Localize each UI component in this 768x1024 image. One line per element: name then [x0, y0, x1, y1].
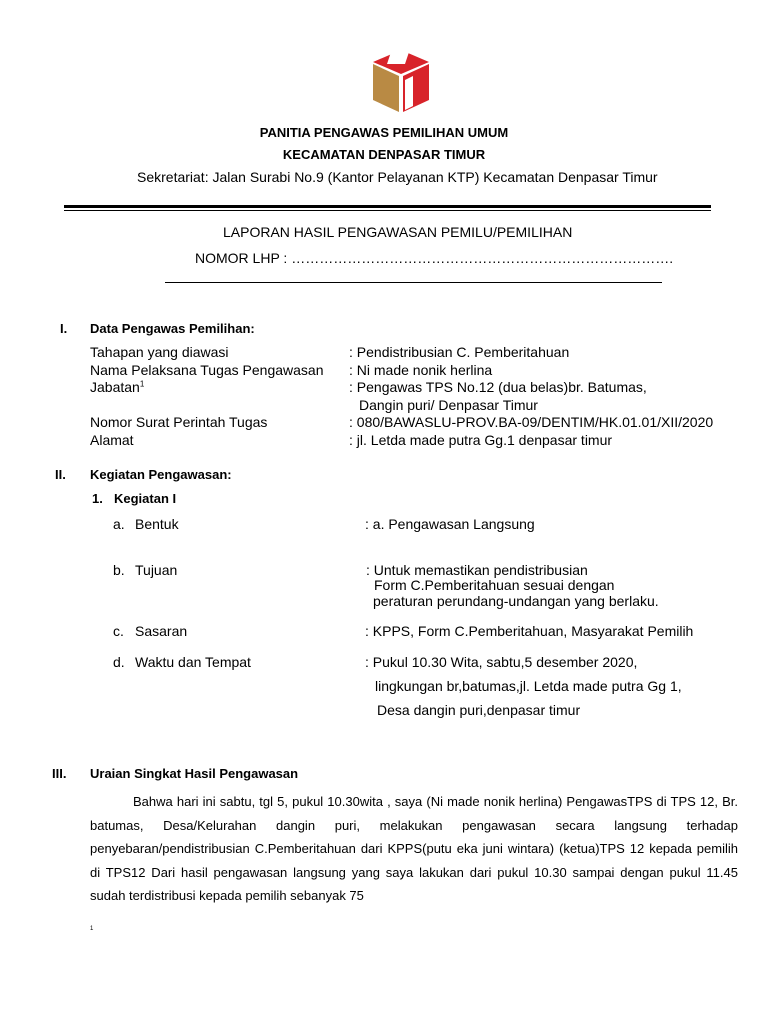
org-name-line2: KECAMATAN DENPASAR TIMUR	[282, 147, 486, 162]
nama-value: : Ni made nonik herlina	[349, 362, 493, 378]
item-a-value: : a. Pengawasan Langsung	[365, 516, 535, 532]
tahapan-value: : Pendistribusian C. Pemberitahuan	[349, 344, 570, 360]
kegiatan-title: Kegiatan I	[114, 491, 177, 506]
org-name-line1: PANITIA PENGAWAS PEMILIHAN UMUM	[259, 125, 509, 140]
jabatan-label	[90, 379, 144, 395]
surat-value: : 080/BAWASLU-PROV.BA-09/DENTIM/HK.01.01/XII/2020	[349, 414, 714, 430]
item-a-letter: a.	[113, 516, 125, 532]
section3-number: III.	[52, 766, 67, 781]
item-d-label: Waktu dan Tempat	[135, 654, 251, 670]
summary-paragraph: Bahwa hari ini sabtu, tgl 5, pukul 10.30wita , saya (Ni made nonik herlina) PengawasTPS di TPS 12, Br. batumas, Desa/Kelurahan dangin puri, melakukan pengawasan secara langsung terhadap penyebaran/pendistribusian C.Pemberitahuan dari KPPS(putu eka juni wintara) (ketua)TPS 12 kepada pemilih di TPS12 Dari hasil pengawasan langsung yang saya lakukan dari pukul 10.30 sampai dengan pukul 11.45 sudah terdistribusi kepada pemilih sebanyak 75	[90, 794, 738, 903]
jabatan-value-line1: : Pengawas TPS No.12 (dua belas)br. Batumas,	[349, 379, 647, 395]
item-b-letter: b.	[113, 562, 125, 578]
jabatan-value-line2: Dangin puri/ Denpasar Timur	[359, 397, 538, 413]
item-c-value: : KPPS, Form C.Pemberitahuan, Masyarakat Pemilih	[365, 623, 694, 639]
logo-right-notch	[405, 76, 413, 110]
section1-number: I.	[60, 321, 68, 336]
jabatan-label-text: Jabatan	[90, 379, 140, 395]
footnote-ref: 1	[139, 379, 145, 389]
alamat-value: : jl. Letda made putra Gg.1 denpasar timur	[349, 432, 613, 448]
section2-number: II.	[55, 467, 66, 482]
tahapan-label: Tahapan yang diawasi	[90, 344, 229, 360]
nama-label: Nama Pelaksana Tugas Pengawasan	[90, 362, 324, 378]
section2-heading: Kegiatan Pengawasan:	[90, 467, 232, 482]
surat-label: Nomor Surat Perintah Tugas	[90, 414, 268, 430]
item-c-letter: c.	[113, 623, 124, 639]
kegiatan-number: 1.	[92, 491, 103, 506]
header-divider-thin	[64, 210, 711, 211]
item-b-value-line2: Form C.Pemberitahuan sesuai dengan	[374, 577, 615, 593]
item-c-label: Sasaran	[135, 623, 188, 639]
section1-heading: Data Pengawas Pemilihan:	[90, 321, 255, 336]
report-title: LAPORAN HASIL PENGAWASAN PEMILU/PEMILIHAN	[223, 224, 573, 240]
secretariat-address: Sekretariat: Jalan Surabi No.9 (Kantor Pelayanan KTP) Kecamatan Denpasar Timur	[137, 169, 658, 185]
item-b-label: Tujuan	[135, 562, 178, 578]
alamat-label: Alamat	[90, 432, 134, 448]
item-b-value-line1: : Untuk memastikan pendistribusian	[366, 562, 588, 578]
report-number: NOMOR LHP : ……………………………………………………………………….	[195, 250, 674, 266]
item-d-value-line2: lingkungan br,batumas,jl. Letda made putra Gg 1,	[375, 678, 682, 694]
title-underline	[165, 282, 662, 283]
item-d-value-line3: Desa dangin puri,denpasar timur	[377, 702, 581, 718]
item-b-value-line3: peraturan perundang-undangan yang berlaku.	[373, 593, 659, 609]
item-d-value-line1: : Pukul 10.30 Wita, sabtu,5 desember 2020,	[365, 654, 638, 670]
footnote-marker: 1	[90, 926, 94, 932]
item-a-label: Bentuk	[135, 516, 179, 532]
section3-heading: Uraian Singkat Hasil Pengawasan	[90, 766, 299, 781]
bawaslu-logo-icon	[365, 42, 437, 114]
item-d-letter: d.	[113, 654, 125, 670]
header-divider-thick	[64, 205, 711, 208]
